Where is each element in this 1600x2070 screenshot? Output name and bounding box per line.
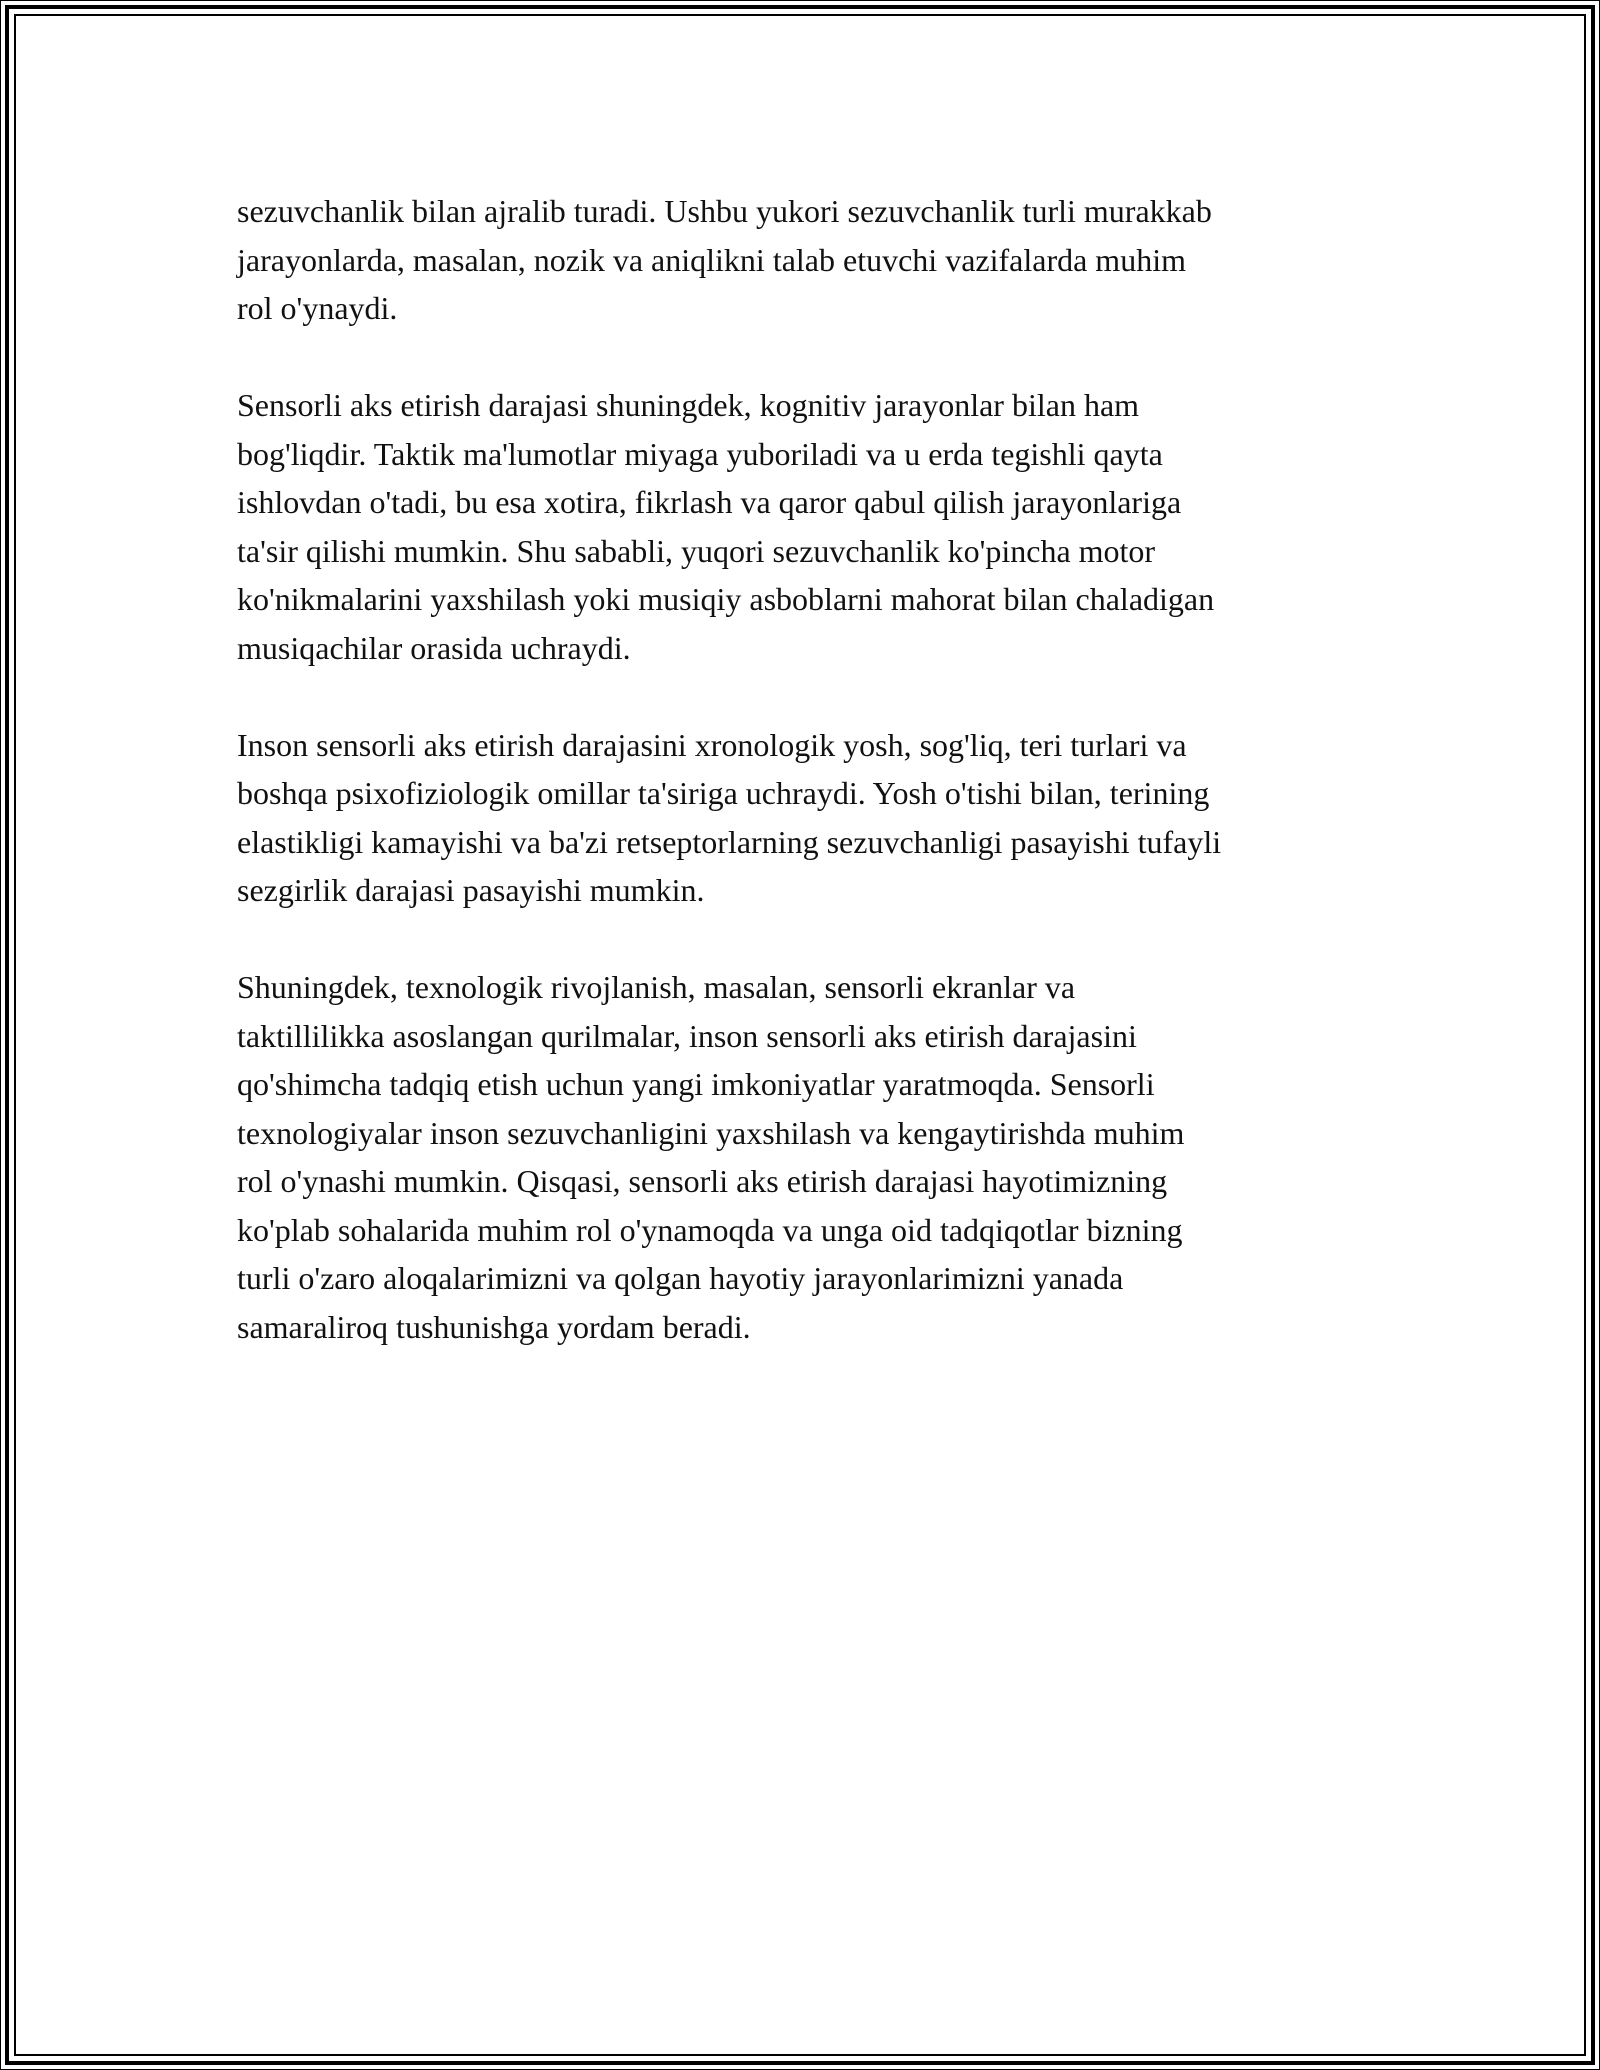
text-line: ta'sir qilishi mumkin. Shu sababli, yuqori sezuvchanlik ko'pincha motor	[237, 532, 1156, 569]
text-line: sezuvchanlik bilan ajralib turadi. Ushbu yukori sezuvchanlik turli murakkab	[237, 193, 1212, 229]
text-line: Sensorli aks etirish darajasi shuningdek, kognitiv jarayonlar bilan ham	[237, 387, 1140, 423]
text-line: Shuningdek, texnologik rivojlanish, masalan, sensorli ekranlar va	[237, 969, 1076, 1005]
text-line: taktillilikka asoslangan qurilmalar, inson sensorli aks etirish darajasini	[237, 1017, 1137, 1054]
text-line: texnologiyalar inson sezuvchanligini yaxshilash va kengaytirishda muhim	[237, 1114, 1185, 1151]
text-line: ishlovdan o'tadi, bu esa xotira, fikrlash va qaror qabul qilish jarayonlariga	[237, 484, 1182, 520]
paragraph-3	[237, 721, 1377, 915]
text-line: rol o'ynaydi.	[237, 290, 398, 326]
text-line: rol o'ynashi mumkin. Qisqasi, sensorli aks etirish darajasi hayotimizning	[237, 1163, 1168, 1199]
paragraph-4	[237, 963, 1377, 1351]
text-line: samaraliroq tushunishga yordam beradi.	[237, 1308, 751, 1345]
text-line: musiqachilar orasida uchraydi.	[237, 629, 631, 666]
text-line: ko'plab sohalarida muhim rol o'ynamoqda va unga oid tadqiqotlar bizning	[237, 1211, 1183, 1248]
document-body	[237, 187, 1377, 1400]
text-line: Inson sensorli aks etirish darajasini xronologik yosh, sog'liq, teri turlari va	[237, 726, 1187, 763]
paragraph-1	[237, 187, 1377, 333]
text-line: boshqa psixofiziologik omillar ta'siriga uchraydi. Yosh o'tishi bilan, terining	[237, 775, 1210, 811]
text-line: ko'nikmalarini yaxshilash yoki musiqiy asboblarni mahorat bilan chaladigan	[237, 581, 1215, 617]
text-line: sezgirlik darajasi pasayishi mumkin.	[237, 872, 705, 908]
text-line: elastikligi kamayishi va ba'zi retseptorlarning sezuvchanligi pasayishi tufayli	[237, 823, 1222, 860]
text-line: jarayonlarda, masalan, nozik va aniqlikni talab etuvchi vazifalarda muhim	[237, 241, 1186, 278]
text-line: bog'liqdir. Taktik ma'lumotlar miyaga yuboriladi va u erda tegishli qayta	[237, 435, 1163, 472]
text-line: turli o'zaro aloqalarimizni va qolgan hayotiy jarayonlarimizni yanada	[237, 1260, 1124, 1296]
paragraph-2	[237, 381, 1377, 672]
text-line: qo'shimcha tadqiq etish uchun yangi imkoniyatlar yaratmoqda. Sensorli	[237, 1066, 1155, 1102]
